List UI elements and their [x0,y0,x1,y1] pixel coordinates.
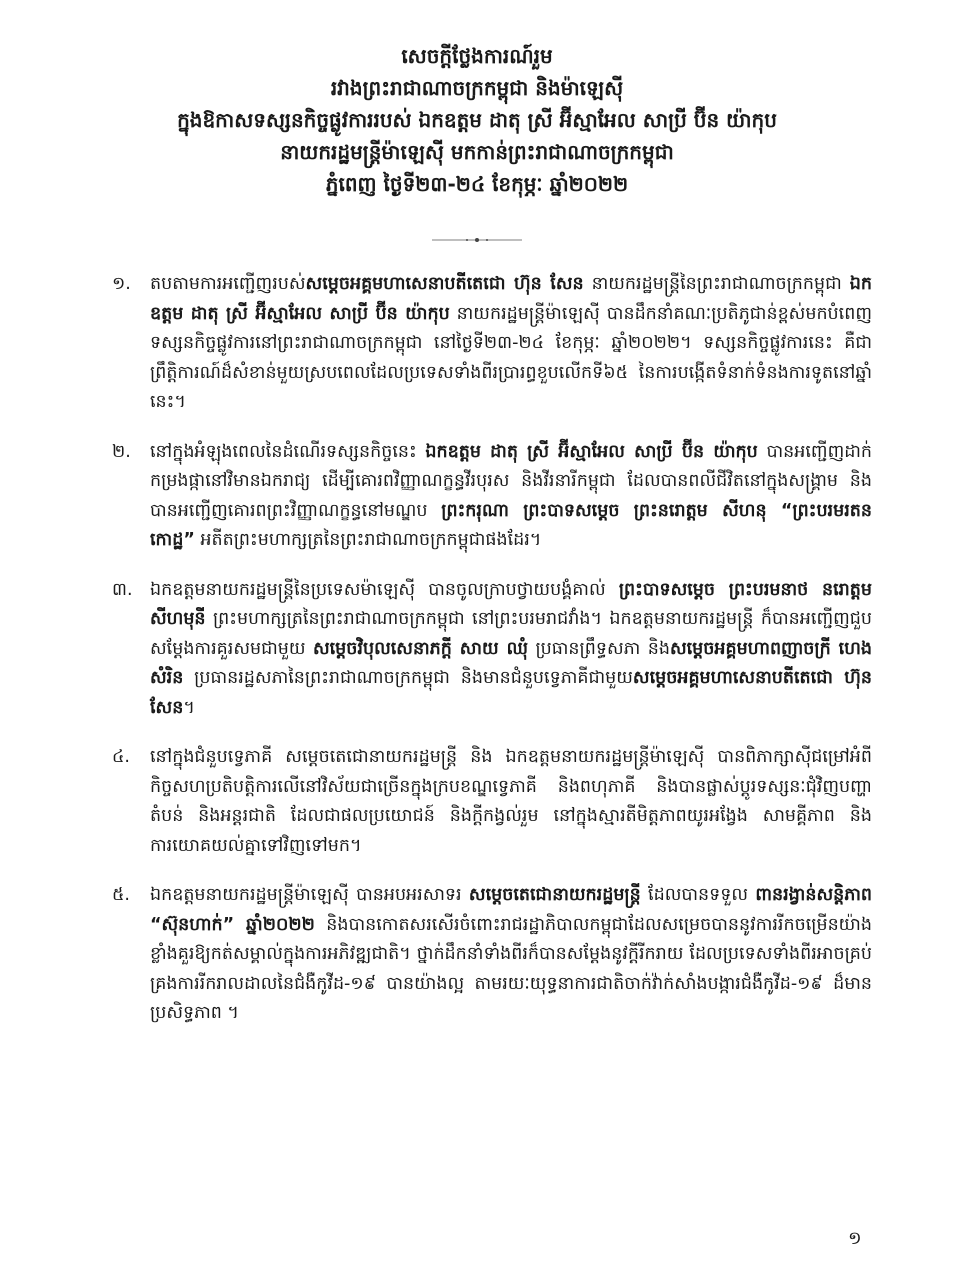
paragraph-number: ៣. [112,579,133,600]
paragraph-text: បានអញ្ជើញដាក់កម្រងផ្កានៅវិមានឯករាជ្យ ដើម្បីគោរពវិញ្ញាណក្ខន្ធវីរបុរស និងវីរនារីកម្ពុជា ដែលបានពលីជីវិតនៅក្នុងសង្គ្រាម និងបានអញ្ជើញគោរពព្រះវិញ្ញាណក្ខន្ធនៅមណ្ឌប [150,441,873,521]
paragraph [112,881,872,1029]
paragraph-text: ឯកឧត្តមនាយករដ្ឋមន្ត្រីនៃប្រទេសម៉ាឡេស៊ី បានចូលក្រាបថ្វាយបង្គំគាល់ [150,579,619,600]
paragraph-bold-text: ពានរង្វាន់សន្តិភាព “ស៊ុនហាក់” ឆ្នាំ២០២២ [150,885,872,935]
paragraph-text: នៅក្នុងជំនួបទ្វេភាគី សម្តេចតេជោនាយករដ្ឋមន្ត្រី និង ឯកឧត្តមនាយករដ្ឋមន្ត្រីម៉ាឡេស៊ី បានពិភាក្សាស៊ីជម្រៅអំពីកិច្ចសហប្រតិបត្តិការលើនៅវិស័យជាច្រើនក្នុងក្របខណ្ឌទ្វេភាគី និងពហុភាគី និងបានផ្លាស់ប្តូរទស្សនៈជុំវិញបញ្ហាតំបន់ និងអន្តរជាតិ ដែលជាផលប្រយោជន៍ និងក្តីកង្វល់រួម នៅក្នុងស្មារតីមិត្តភាពយូរអង្វែង សាមគ្គីភាព និងការយោគយល់គ្នាទៅវិញទៅមក។ [150,747,872,856]
page-number: ១ [848,1228,862,1249]
paragraph-bold-text: ព្រះបាទសម្តេច ព្រះបរមនាថ នរោត្តម សីហមុនី [150,579,872,629]
paragraph [112,743,872,861]
paragraph-bold-text: ឯកឧត្តម ដាតុ ស្រី អ៊ីស្មាអែល សាប្រី ប៊ីន យ៉ាកុប [150,274,872,324]
paragraph-bold-text: សម្តេចអគ្គមហាសេនាបតីតេជោ ហ៊ុន សែន [150,668,872,718]
paragraph-number: ២. [112,441,131,462]
header-occasion-cont: នាយករដ្ឋមន្ត្រីម៉ាឡេស៊ី មកកាន់ព្រះរាជាណាចក្រកម្ពុជា [280,140,674,164]
paragraph-text: នាយករដ្ឋមន្ត្រីម៉ាឡេស៊ី បានដឹកនាំគណៈប្រតិភូជាន់ខ្ពស់មកបំពេញទស្សនកិច្ចផ្លូវការនៅព្រះរាជាណាចក្រកម្ពុជា នៅថ្ងៃទី២៣-២៤ ខែកុម្ភៈ ឆ្នាំ២០២២។ ទស្សនកិច្ចផ្លូវការនេះ គឺជាព្រឹត្តិការណ៍ដ៏សំខាន់មួយស្របពេលដែលប្រទេសទាំងពីរប្រារព្ធខួបលើកទី៦៥ នៃការបង្កើតទំនាក់ទំនងការទូតនៅឆ្នាំនេះ។ [150,303,872,412]
paragraph-text: នាយករដ្ឋមន្ត្រីនៃព្រះរាជាណាចក្រកម្ពុជា [583,274,850,294]
paragraph-bold-text: សម្តេចអគ្គមហាសេនាបតីតេជោ ហ៊ុន សែន [305,274,584,294]
header-place-date: ភ្នំពេញ ថ្ងៃទី២៣-២៤ ខែកុម្ភៈ ឆ្នាំ២០២២ [325,172,629,196]
paragraph-bold-text: សម្តេចវិបុលសេនាភក្តី សាយ ឈុំ [312,638,529,659]
paragraph-text: នៅក្នុងអំឡុងពេលនៃដំណើរទស្សនកិច្ចនេះ [150,441,426,462]
paragraph-bold-text: ព្រះករុណា ព្រះបាទសម្តេច ព្រះនរោត្តម សីហនុ “ព្រះបរមរតនកោដ្ឋ” [150,500,872,550]
paragraph-number: ៤. [112,747,130,767]
paragraph-bold-text: សម្តេចអគ្គមហាពញាចក្រី ហេង សំរិន [150,638,872,688]
divider-ornament [432,236,522,244]
paragraph-text: ឯកឧត្តមនាយករដ្ឋមន្ត្រីម៉ាឡេស៊ី បានអបអរសាទរ [150,885,469,905]
header-occasion: ក្នុងឱកាសទស្សនកិច្ចផ្លូវការរបស់ ឯកឧត្តម ដាតុ ស្រី អ៊ីស្មាអែល សាប្រី ប៊ីន យ៉ាកុប [177,108,777,132]
paragraph-number: ១. [112,274,131,294]
document-body [112,270,872,1049]
paragraph-text: ព្រះមហាក្សត្រនៃព្រះរាជាណាចក្រកម្ពុជា នៅព្រះបរមរាជវាំង។ ឯកឧត្តមនាយករដ្ឋមន្ត្រី ក៏បានអញ្ជើញជួបសម្តែងការគួរសមជាមួយ [150,609,872,659]
header-parties: រវាងព្រះរាជាណាចក្រកម្ពុជា និងម៉ាឡេស៊ី [330,76,624,100]
paragraph [112,576,872,724]
paragraph-text: តបតាមការអញ្ជើញរបស់ [150,274,306,294]
paragraph-text: ដែលបានទទួល [640,885,756,905]
paragraph-text: ប្រធានរដ្ឋសភានៃព្រះរាជាណាចក្រកម្ពុជា និងមានជំនួបទ្វេភាគីជាមួយ [183,668,633,688]
paragraph-text: អតីតព្រះមហាក្សត្រនៃព្រះរាជាណាចក្រកម្ពុជាផងដែរ។ [194,530,542,550]
paragraph-bold-text: សម្តេចតេជោនាយករដ្ឋមន្ត្រី [468,885,641,905]
paragraph-text: និងបានកោតសរសើរចំពោះរាជរដ្ឋាភិបាលកម្ពុជាដែលសម្រេចបាននូវការរីកចម្រើនយ៉ាងខ្លាំងគួរឱ្យកត់សម្គាល់ក្នុងការអភិវឌ្ឍជាតិ។ ថ្នាក់ដឹកនាំទាំងពីរក៏បានសម្តែងនូវក្តីរីករាយ ដែលប្រទេសទាំងពីរអាចគ្រប់គ្រងការរីករាលដាលនៃជំងឺកូវីដ-១៩ បានយ៉ាងល្អ តាមរយៈយុទ្ធនាការជាតិចាក់វ៉ាក់សាំងបង្ការជំងឺកូវីដ-១៩ ដ៏មានប្រសិទ្ធភាព ។ [150,914,872,1023]
paragraph-text: ។ [183,697,195,718]
header-title: សេចក្តីថ្លែងការណ៍រួម [401,44,553,68]
paragraph-bold-text: ឯកឧត្តម ដាតុ ស្រី អ៊ីស្មាអែល សាប្រី ប៊ីន យ៉ាកុប [425,441,758,462]
paragraph-text: ប្រធានព្រឹទ្ធសភា និង [528,638,670,659]
paragraph [112,270,872,418]
document-header [0,40,954,200]
paragraph [112,438,872,556]
paragraph-number: ៥. [112,885,130,905]
